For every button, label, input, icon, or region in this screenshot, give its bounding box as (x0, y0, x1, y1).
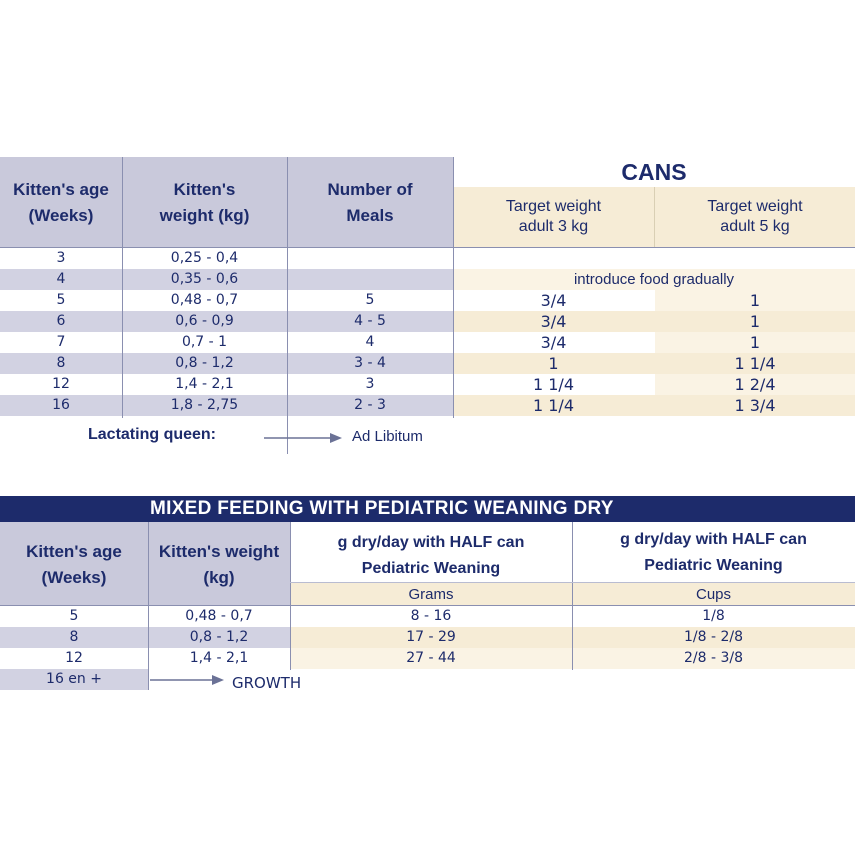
cans-cell-meals: 4 - 5 (354, 313, 386, 329)
cans-cell-weight: 0,48 - 0,7 (170, 292, 239, 308)
cans-header-weight: Kitten's weight (kg) (159, 180, 250, 225)
cans-header-target5: Target weight adult 5 kg (707, 198, 803, 235)
cans-cell-t5: 1 1/4 (734, 354, 776, 373)
mixed-header-weight: Kitten's weight (kg) (158, 542, 280, 587)
cans-cell-meals: 3 (365, 376, 375, 392)
cans-cell-weight: 0,7 - 1 (181, 334, 228, 350)
cans-cell-t3: 1 (548, 354, 559, 373)
cans-cell-t3: 3/4 (540, 291, 567, 310)
cans-header-meals: Number of Meals (327, 180, 413, 225)
cans-cell-meals: 5 (365, 292, 375, 308)
cans-cell-weight: 1,4 - 2,1 (175, 376, 234, 392)
mixed-cell-age: 5 (69, 608, 79, 624)
cans-cell-meals: 3 - 4 (354, 355, 386, 371)
cans-cell-age: 7 (56, 334, 66, 350)
mixed-cell-cups: 1/8 - 2/8 (683, 629, 743, 645)
mixed-header-grams-group: g dry/day with HALF can Pediatric Weaning (337, 534, 525, 577)
cans-cell-weight: 0,25 - 0,4 (170, 250, 239, 266)
cans-cell-weight: 1,8 - 2,75 (170, 397, 239, 413)
cans-cell-t3: 1 1/4 (532, 375, 574, 394)
cans-cell-meals: 2 - 3 (354, 397, 386, 413)
cans-cell-t5: 1 (749, 333, 761, 352)
introduce-note: introduce food gradually (573, 271, 735, 288)
cans-cell-age: 4 (56, 271, 66, 287)
mixed-cell-grams: 27 - 44 (406, 650, 456, 666)
mixed-header-age: Kitten's age (Weeks) (26, 542, 122, 587)
cans-cell-t3: 3/4 (540, 312, 567, 331)
cans-cell-age: 6 (56, 313, 66, 329)
mixed-cell-age: 8 (69, 629, 79, 645)
growth-label: GROWTH (232, 674, 302, 692)
grid-line (654, 187, 655, 247)
mixed-header-cups: Cups (695, 585, 732, 603)
mixed-header-cups-group: g dry/day with HALF can Pediatric Weaning (620, 531, 807, 574)
cans-cell-age: 16 (52, 397, 70, 413)
cans-cell-meals: 4 (365, 334, 375, 350)
cans-cell-t5: 1 (749, 312, 761, 331)
cans-cell-t5: 1 3/4 (734, 396, 776, 415)
mixed-cell-age: 12 (65, 650, 83, 666)
arrow-right-icon (150, 673, 226, 687)
cans-cell-weight: 0,8 - 1,2 (175, 355, 234, 371)
cans-cell-age: 8 (56, 355, 66, 371)
mixed-cell-cups: 1/8 (702, 608, 725, 624)
grid-line (290, 582, 855, 583)
mixed-cell-weight: 1,4 - 2,1 (189, 650, 249, 666)
cans-cell-age: 12 (52, 376, 70, 392)
mixed-cell-weight: 0,48 - 0,7 (185, 608, 253, 624)
cans-cell-age: 3 (56, 250, 66, 266)
mixed-cell-weight: 0,8 - 1,2 (189, 629, 249, 645)
cans-cell-meals (287, 269, 453, 290)
cans-title: CANS (621, 158, 687, 185)
cans-cell-t5 (655, 248, 855, 269)
mixed-cell-grams: 8 - 16 (410, 608, 452, 624)
cans-cell-t5: 1 (749, 291, 761, 310)
cans-cell-weight: 0,35 - 0,6 (170, 271, 239, 287)
cans-cell-t3: 3/4 (540, 333, 567, 352)
mixed-cell-grams: 17 - 29 (406, 629, 456, 645)
lactating-label: Lactating queen: (88, 426, 217, 443)
lactating-value: Ad Libitum (352, 428, 423, 445)
cans-cell-meals (287, 248, 453, 269)
cans-header-target3: Target weight adult 3 kg (505, 198, 602, 235)
cans-cell-weight: 0,6 - 0,9 (175, 313, 234, 329)
cans-cell-t3 (453, 248, 654, 269)
cans-cell-age: 5 (56, 292, 66, 308)
cans-cell-t3: 1 1/4 (532, 396, 574, 415)
growth-age: 16 en + (46, 671, 102, 687)
cans-header-age: Kitten's age (Weeks) (13, 180, 109, 225)
mixed-title: MIXED FEEDING WITH PEDIATRIC WEANING DRY (150, 498, 614, 519)
mixed-cell-cups: 2/8 - 3/8 (683, 650, 743, 666)
cans-cell-t5: 1 2/4 (734, 375, 776, 394)
mixed-header-grams: Grams (408, 585, 454, 603)
arrow-right-icon (264, 431, 344, 445)
